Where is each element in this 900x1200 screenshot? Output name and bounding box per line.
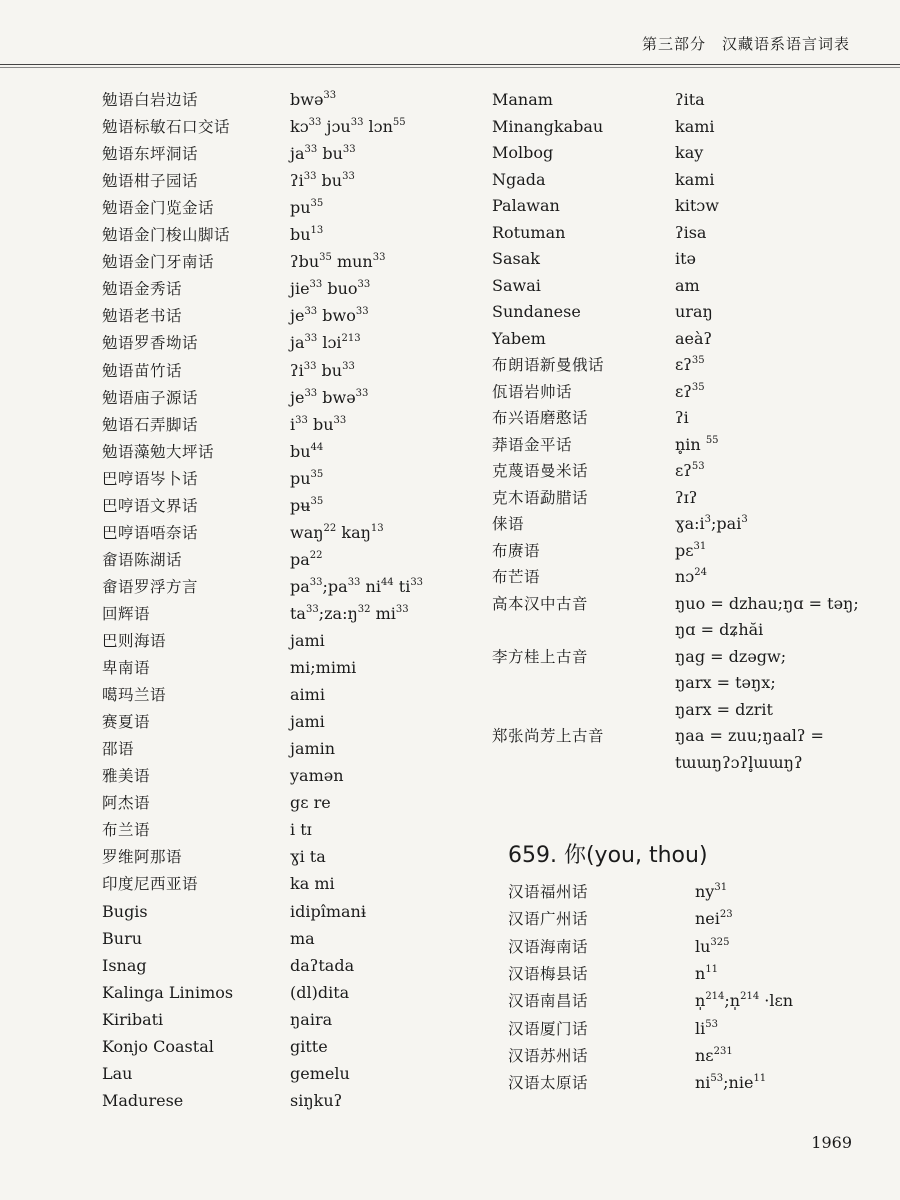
word-form: ŋɑ = dʑhăi xyxy=(675,620,764,639)
language-name: 勉语苗竹话 xyxy=(102,361,183,380)
language-name: 布赓语 xyxy=(492,541,541,560)
word-form: bwə$^{33}$ xyxy=(290,90,337,109)
word-form: $ni^{53};nie^{11}$ xyxy=(695,1073,767,1093)
word-form: ŋuo = dzhau;ŋɑ = təŋ; xyxy=(675,593,859,613)
word-form: pʉ$^{35}$ xyxy=(290,495,324,515)
language-name: 汉语厦门话 xyxy=(508,1019,589,1038)
language-name: 勉语藻勉大坪话 xyxy=(102,442,215,461)
language-name: 佤语岩帅话 xyxy=(492,382,573,401)
word-form: $i^{33}$ $bu^{33}$ xyxy=(290,414,347,434)
word-form: waŋ$^{22}$ kaŋ$^{13}$ xyxy=(290,522,384,542)
language-name: 巴则海语 xyxy=(102,632,167,650)
header-rule-secondary xyxy=(0,67,900,68)
word-form: aeàʔ xyxy=(675,328,713,348)
language-name: 印度尼西亚语 xyxy=(102,875,199,894)
language-name: 俫语 xyxy=(492,515,525,533)
language-name: Buru xyxy=(102,928,143,948)
word-form: (dl)dita xyxy=(290,982,350,1002)
word-form: ŋaa = zuu;ŋaalʔ = xyxy=(675,726,824,745)
language-name: Yabem xyxy=(492,328,546,348)
word-form: kay xyxy=(675,143,704,162)
word-form: $pa^{33};pa^{33}$ $ni^{44}$ $ti^{33}$ xyxy=(290,576,424,596)
word-form: $pu^{35}$ xyxy=(290,198,324,218)
language-name: Konjo Coastal xyxy=(102,1036,214,1056)
language-name: 勉语庙子源话 xyxy=(102,388,199,407)
word-form: $ɣa:i^3;pai^3$ xyxy=(675,514,748,533)
language-name: 勉语金秀话 xyxy=(102,280,183,299)
language-name: 勉语罗香坳话 xyxy=(102,334,199,353)
word-form: kɔ$^{33}$ jɔu$^{33}$ lɔn$^{55}$ xyxy=(290,117,406,137)
word-form: ŋarx = dzrit xyxy=(675,699,773,719)
language-name: Minangkabau xyxy=(492,116,604,136)
language-name: Bugis xyxy=(102,901,148,921)
language-name: 克蔑语曼米话 xyxy=(492,462,589,480)
language-name: 勉语金门梭山脚话 xyxy=(102,226,231,245)
language-name: 布芒语 xyxy=(492,568,541,586)
language-name: Kiribati xyxy=(102,1009,164,1029)
word-form: kami xyxy=(675,116,715,136)
language-name: 布朗语新曼俄话 xyxy=(492,356,605,374)
language-name: 勉语柑子园话 xyxy=(102,172,199,191)
word-form: kami xyxy=(675,169,715,189)
word-form: ʔi$^{33}$ $bu^{33}$ xyxy=(290,171,355,191)
word-form: mi;mimi xyxy=(290,658,357,678)
language-name: Isnag xyxy=(102,955,147,975)
word-form: daʔtada xyxy=(290,955,355,975)
word-form: nɛ$^{231}$ xyxy=(695,1045,733,1065)
language-name: 赛夏语 xyxy=(102,713,151,732)
word-form: ka mi xyxy=(290,874,335,894)
word-form: $ja^{33}$ lɔi$^{213}$ xyxy=(290,333,361,353)
word-form: $ja^{33}$ $bu^{33}$ xyxy=(290,144,356,164)
language-name: 回辉语 xyxy=(102,604,151,623)
word-form: ɛʔ$^{35}$ xyxy=(675,355,705,374)
language-name: 布兰语 xyxy=(102,821,151,840)
word-form: $pa^{22}$ xyxy=(290,549,323,569)
word-form: jamin xyxy=(290,739,336,759)
language-name: Molbog xyxy=(492,143,554,162)
language-name: 汉语海南话 xyxy=(508,937,589,956)
word-form: $n^{11}$ xyxy=(695,963,719,983)
language-name: Lau xyxy=(102,1063,133,1083)
word-form: ʔɪʔ xyxy=(675,487,698,507)
language-name: 巴哼语岑卜话 xyxy=(102,469,199,488)
language-name: Rotuman xyxy=(492,222,566,242)
word-form: $bu^{44}$ xyxy=(290,441,324,461)
word-form: $ny^{31}$ xyxy=(695,882,728,901)
header-rule xyxy=(0,64,900,65)
language-name: Ngada xyxy=(492,169,546,189)
header-part: 第三部分 xyxy=(641,35,706,53)
language-name: 汉语广州话 xyxy=(508,910,589,929)
word-form: jami xyxy=(290,631,325,650)
word-form: ŋarx = təŋx; xyxy=(675,673,776,692)
language-name: 汉语南昌话 xyxy=(508,992,589,1011)
language-name: 汉语苏州话 xyxy=(508,1046,589,1065)
language-name: 勉语标敏石口交话 xyxy=(102,118,231,137)
language-name: Kalinga Linimos xyxy=(102,982,234,1002)
word-form: $lu^{325}$ xyxy=(695,936,730,956)
word-form: yamən xyxy=(290,766,344,786)
word-form: n̥in $^{55}$ xyxy=(675,434,719,454)
word-form: kitɔw xyxy=(675,196,719,215)
language-name: 汉语梅县话 xyxy=(508,964,589,983)
language-name: 巴哼语唔奈话 xyxy=(102,523,199,542)
language-name: Sawai xyxy=(492,275,541,295)
language-name: 勉语石弄脚话 xyxy=(102,415,199,434)
running-header xyxy=(642,33,850,54)
word-form: gitte xyxy=(290,1036,328,1056)
word-form: gɛ re xyxy=(290,793,331,813)
language-name: 噶玛兰语 xyxy=(102,686,167,705)
word-form: jami xyxy=(290,712,325,732)
word-form: gemelu xyxy=(290,1063,350,1083)
word-form: n̩$^{214}$;n̩$^{214}$ ·lɛn xyxy=(695,991,794,1011)
language-name: 勉语金门牙南话 xyxy=(102,253,215,272)
word-form: $je^{33}$ bwə$^{33}$ xyxy=(290,387,369,407)
word-form: ŋag = dzəgw; xyxy=(675,646,787,666)
word-form: idipîmanɨ xyxy=(290,901,366,921)
word-form: $li^{53}$ xyxy=(695,1018,718,1038)
language-name: 勉语白岩边话 xyxy=(102,91,199,109)
word-form: ʔita xyxy=(675,90,705,109)
word-form: $ta^{33};za:ŋ^{32}$ $mi^{33}$ xyxy=(290,603,409,623)
language-name: Palawan xyxy=(492,196,560,215)
language-name: 克木语勐腊话 xyxy=(492,488,589,507)
language-name: 高本汉中古音 xyxy=(492,594,589,613)
word-form: uraŋ xyxy=(675,302,713,321)
language-name: 莽语金平话 xyxy=(492,435,573,454)
language-name: 布兴语磨憨话 xyxy=(492,409,589,427)
word-form: ʔbu$^{35}$ mun$^{33}$ xyxy=(290,252,386,272)
word-form: ʔi$^{33}$ $bu^{33}$ xyxy=(290,360,355,380)
word-form: nɔ$^{24}$ xyxy=(675,567,707,586)
language-name: 邵语 xyxy=(102,740,135,759)
page-number: 1969 xyxy=(811,1133,852,1152)
word-form: ɣi ta xyxy=(290,847,326,867)
language-name: Manam xyxy=(492,90,553,109)
language-name: 巴哼语文界话 xyxy=(102,496,199,515)
language-name: 李方桂上古音 xyxy=(492,647,589,666)
language-name: 勉语东坪洞话 xyxy=(102,145,199,164)
language-name: 勉语金门览金话 xyxy=(102,199,215,218)
language-name: 汉语太原话 xyxy=(508,1074,589,1093)
word-form: nei$^{23}$ xyxy=(695,909,733,929)
language-name: 畲语罗浮方言 xyxy=(102,577,199,596)
word-form: $bu^{13}$ xyxy=(290,225,324,245)
language-name: 雅美语 xyxy=(102,767,151,786)
word-form: am xyxy=(675,275,700,295)
language-name: 汉语福州话 xyxy=(508,883,589,901)
word-form: ɛʔ$^{35}$ xyxy=(675,381,705,401)
word-form: ɛʔ$^{53}$ xyxy=(675,461,705,480)
word-form: ʔisa xyxy=(675,222,707,242)
word-form: jie$^{33}$ buo$^{33}$ xyxy=(290,279,371,299)
language-name: 勉语老书话 xyxy=(102,307,183,326)
word-form: siŋkuʔ xyxy=(290,1090,343,1110)
word-form: tɯɯŋʔɔʔl̥ɯɯŋʔ xyxy=(675,752,803,772)
word-form: ʔi xyxy=(675,408,689,427)
section-title: 659. 你(you, thou) xyxy=(508,843,708,868)
word-form: $pu^{35}$ xyxy=(290,468,324,488)
word-form: itə xyxy=(675,249,697,268)
language-name: Sundanese xyxy=(492,302,581,321)
word-form: $je^{33}$ bwo$^{33}$ xyxy=(290,306,369,326)
word-form: pɛ$^{31}$ xyxy=(675,540,707,560)
word-form: i tɪ xyxy=(290,820,312,840)
header-title: 汉藏语系语言词表 xyxy=(721,35,850,53)
language-name: Sasak xyxy=(492,249,540,268)
language-name: 卑南语 xyxy=(102,659,151,678)
language-name: 阿杰语 xyxy=(102,794,151,813)
word-form: ŋaira xyxy=(290,1009,333,1029)
language-name: Madurese xyxy=(102,1090,184,1110)
language-name: 畲语陈湖话 xyxy=(102,550,183,569)
word-form: aimi xyxy=(290,685,325,705)
language-name: 郑张尚芳上古音 xyxy=(492,727,605,745)
language-name: 罗维阿那语 xyxy=(102,848,183,867)
word-form: ma xyxy=(290,928,315,948)
